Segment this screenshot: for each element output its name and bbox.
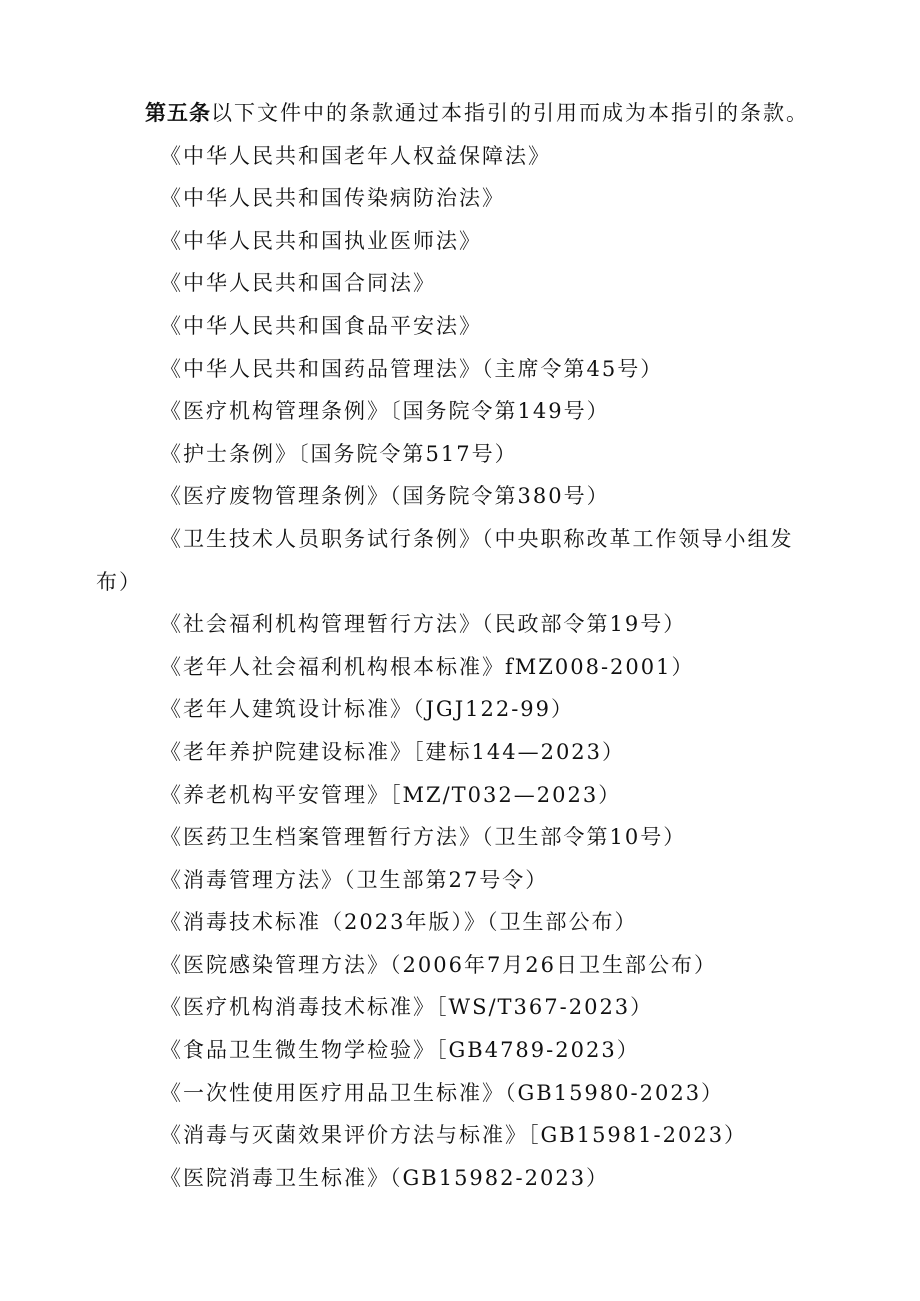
reference-item: 《医院感染管理方法》（2006年7月26日卫生部公布） xyxy=(160,952,718,977)
reference-item-continuation: 布） xyxy=(96,569,142,594)
reference-item: 《医疗机构消毒技术标准》［WS/T367-2023） xyxy=(160,995,654,1020)
article-heading: 第五条 xyxy=(145,100,211,125)
reference-item: 《中华人民共和国药品管理法》（主席令第45号） xyxy=(160,356,664,381)
reference-item: 《中华人民共和国合同法》 xyxy=(160,271,436,296)
reference-item: 《老年养护院建设标准》［建标144—2023） xyxy=(160,739,626,764)
reference-item: 《消毒管理方法》（卫生部第27号令） xyxy=(160,867,549,892)
reference-item: 《医药卫生档案管理暂行方法》（卫生部令第10号） xyxy=(160,825,687,850)
reference-item: 《护士条例》〔国务院令第517号） xyxy=(160,441,518,466)
reference-item: 《老年人社会福利机构根本标准》fMZ008-2001） xyxy=(160,654,695,679)
reference-item: 《一次性使用医疗用品卫生标准》（GB15980-2023） xyxy=(160,1080,725,1105)
reference-item: 《中华人民共和国食品平安法》 xyxy=(160,313,482,338)
reference-item: 《中华人民共和国执业医师法》 xyxy=(160,228,482,253)
reference-item: 《社会福利机构管理暂行方法》（民政部令第19号） xyxy=(160,612,687,637)
reference-item: 《养老机构平安管理》［MZ/T032—2023） xyxy=(160,782,622,807)
reference-item: 《消毒技术标准（2023年版）》（卫生部公布） xyxy=(160,910,638,935)
article-intro-text: 以下文件中的条款通过本指引的引用而成为本指引的条款。 xyxy=(211,101,809,125)
reference-item: 《医院消毒卫生标准》（GB15982-2023） xyxy=(160,1165,610,1190)
article-five xyxy=(0,92,920,1199)
reference-item: 《卫生技术人员职务试行条例》（中央职称改革工作领导小组发 xyxy=(160,526,794,551)
article-intro-line xyxy=(0,92,920,135)
reference-item: 《医疗机构管理条例》〔国务院令第149号） xyxy=(160,399,610,424)
reference-item: 《中华人民共和国老年人权益保障法》 xyxy=(160,143,551,168)
reference-item: 《中华人民共和国传染病防治法》 xyxy=(160,186,505,211)
reference-item: 《老年人建筑设计标准》（JGJ122-99） xyxy=(160,697,575,722)
reference-item: 《食品卫生微生物学检验》［GB4789-2023） xyxy=(160,1038,640,1063)
reference-item: 《医疗废物管理条例》（国务院令第380号） xyxy=(160,484,610,509)
reference-item: 《消毒与灭菌效果评价方法与标准》［GB15981-2023） xyxy=(160,1123,748,1148)
